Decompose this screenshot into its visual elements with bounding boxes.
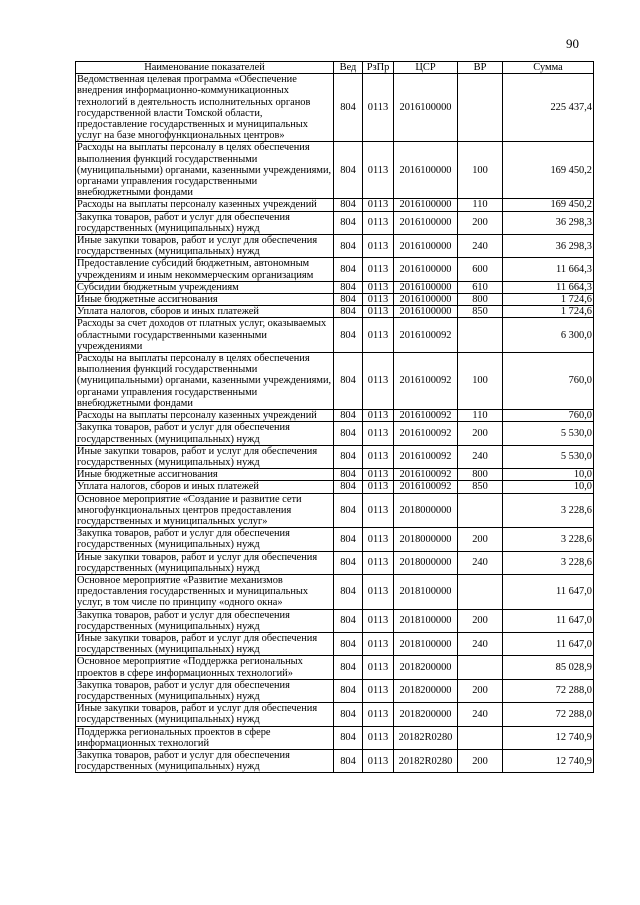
cell-ved: 804 [334,528,363,551]
cell-vr [458,74,503,142]
page-number: 90 [566,36,579,51]
cell-csr: 2018000000 [394,551,458,574]
cell-sum: 10,0 [503,469,594,481]
cell-name: Закупка товаров, работ и услуг для обеспечения государственных (муниципальных) нужд [76,679,334,702]
cell-name: Уплата налогов, сборов и иных платежей [76,481,334,493]
table-row [76,318,594,353]
cell-ved: 804 [334,258,363,281]
cell-name: Расходы на выплаты персоналу казенных учреждений [76,199,334,211]
cell-sum: 11 647,0 [503,574,594,609]
cell-ved: 804 [334,574,363,609]
cell-csr: 2018100000 [394,574,458,609]
table-row [76,469,594,481]
cell-ved: 804 [334,656,363,679]
cell-rzpr: 0113 [363,410,394,422]
cell-vr: 200 [458,211,503,234]
cell-ved: 804 [334,318,363,353]
cell-rzpr: 0113 [363,74,394,142]
cell-ved: 804 [334,445,363,468]
cell-vr: 240 [458,703,503,726]
cell-vr [458,493,503,528]
cell-sum: 3 228,6 [503,551,594,574]
table-row [76,211,594,234]
cell-name: Основное мероприятие «Создание и развитие сети многофункциональных центров предоставления государственных и муниципальных услуг» [76,493,334,528]
cell-rzpr: 0113 [363,294,394,306]
cell-vr: 100 [458,353,503,410]
cell-ved: 804 [334,493,363,528]
table-row [76,306,594,318]
cell-rzpr: 0113 [363,199,394,211]
cell-sum: 11 647,0 [503,609,594,632]
cell-ved: 804 [334,410,363,422]
cell-sum: 5 530,0 [503,445,594,468]
cell-csr: 2016100000 [394,281,458,293]
cell-name: Расходы на выплаты персоналу в целях обеспечения выполнения функций государственными (муниципальными) органами, казенными учреждениями, органами управления государственными внебюджетными фондами [76,142,334,199]
table-row [76,726,594,749]
table-row [76,703,594,726]
cell-name: Иные закупки товаров, работ и услуг для обеспечения государственных (муниципальных) нужд [76,235,334,258]
cell-vr: 100 [458,142,503,199]
cell-rzpr: 0113 [363,749,394,772]
cell-sum: 1 724,6 [503,294,594,306]
cell-rzpr: 0113 [363,726,394,749]
table-row [76,294,594,306]
cell-name: Основное мероприятие «Поддержка региональных проектов в сфере информационных технологий» [76,656,334,679]
cell-rzpr: 0113 [363,632,394,655]
table-header-row [76,62,594,74]
cell-vr: 240 [458,235,503,258]
cell-name: Иные закупки товаров, работ и услуг для обеспечения государственных (муниципальных) нужд [76,703,334,726]
cell-csr: 2016100092 [394,481,458,493]
cell-csr: 2018100000 [394,632,458,655]
cell-ved: 804 [334,551,363,574]
table-row [76,410,594,422]
cell-vr: 800 [458,294,503,306]
cell-name: Иные бюджетные ассигнования [76,469,334,481]
table-row [76,679,594,702]
cell-name: Закупка товаров, работ и услуг для обеспечения государственных (муниципальных) нужд [76,211,334,234]
cell-csr: 20182R0280 [394,726,458,749]
header-csr: ЦСР [394,62,458,74]
cell-name: Предоставление субсидий бюджетным, автономным учреждениям и иным некоммерческим организациям [76,258,334,281]
cell-ved: 804 [334,609,363,632]
cell-sum: 760,0 [503,410,594,422]
cell-csr: 2018200000 [394,703,458,726]
cell-sum: 12 740,9 [503,726,594,749]
cell-sum: 6 300,0 [503,318,594,353]
cell-sum: 3 228,6 [503,528,594,551]
cell-ved: 804 [334,469,363,481]
cell-rzpr: 0113 [363,679,394,702]
cell-vr: 240 [458,445,503,468]
cell-vr [458,318,503,353]
cell-name: Иные закупки товаров, работ и услуг для обеспечения государственных (муниципальных) нужд [76,551,334,574]
cell-vr: 110 [458,199,503,211]
cell-rzpr: 0113 [363,528,394,551]
cell-name: Расходы на выплаты персоналу казенных учреждений [76,410,334,422]
cell-vr [458,574,503,609]
cell-rzpr: 0113 [363,656,394,679]
cell-rzpr: 0113 [363,142,394,199]
cell-ved: 804 [334,294,363,306]
cell-csr: 2018100000 [394,609,458,632]
table-row [76,749,594,772]
cell-csr: 2016100092 [394,445,458,468]
cell-name: Уплата налогов, сборов и иных платежей [76,306,334,318]
cell-ved: 804 [334,726,363,749]
cell-vr: 200 [458,679,503,702]
cell-sum: 10,0 [503,481,594,493]
cell-rzpr: 0113 [363,258,394,281]
cell-name: Основное мероприятие «Развитие механизмов предоставления государственных и муниципальных услуг, в том числе по принципу «одного окна» [76,574,334,609]
cell-sum: 12 740,9 [503,749,594,772]
cell-csr: 2016100092 [394,318,458,353]
table-row [76,493,594,528]
cell-name: Иные закупки товаров, работ и услуг для обеспечения государственных (муниципальных) нужд [76,445,334,468]
cell-ved: 804 [334,749,363,772]
table-row [76,74,594,142]
table-row [76,445,594,468]
cell-rzpr: 0113 [363,609,394,632]
cell-csr: 20182R0280 [394,749,458,772]
cell-rzpr: 0113 [363,211,394,234]
cell-ved: 804 [334,306,363,318]
cell-ved: 804 [334,211,363,234]
cell-csr: 2016100000 [394,306,458,318]
cell-vr: 110 [458,410,503,422]
cell-sum: 760,0 [503,353,594,410]
cell-ved: 804 [334,353,363,410]
cell-rzpr: 0113 [363,422,394,445]
cell-ved: 804 [334,281,363,293]
cell-vr [458,656,503,679]
cell-csr: 2016100000 [394,211,458,234]
cell-vr: 200 [458,609,503,632]
cell-vr: 610 [458,281,503,293]
cell-ved: 804 [334,235,363,258]
cell-ved: 804 [334,703,363,726]
cell-vr [458,726,503,749]
table-row [76,199,594,211]
cell-rzpr: 0113 [363,481,394,493]
table-row [76,609,594,632]
cell-sum: 36 298,3 [503,235,594,258]
cell-csr: 2016100000 [394,258,458,281]
cell-name: Расходы за счет доходов от платных услуг, оказываемых областными государственными казенными учреждениями [76,318,334,353]
table-row [76,551,594,574]
table-row [76,528,594,551]
cell-ved: 804 [334,422,363,445]
cell-vr: 240 [458,551,503,574]
cell-csr: 2018200000 [394,656,458,679]
table-row [76,422,594,445]
cell-rzpr: 0113 [363,703,394,726]
cell-name: Расходы на выплаты персоналу в целях обеспечения выполнения функций государственными (муниципальными) органами, казенными учреждениями, органами управления государственными внебюджетными фондами [76,353,334,410]
cell-csr: 2016100000 [394,142,458,199]
cell-vr: 200 [458,528,503,551]
cell-ved: 804 [334,632,363,655]
cell-name: Закупка товаров, работ и услуг для обеспечения государственных (муниципальных) нужд [76,749,334,772]
cell-rzpr: 0113 [363,469,394,481]
cell-name: Иные закупки товаров, работ и услуг для обеспечения государственных (муниципальных) нужд [76,632,334,655]
cell-ved: 804 [334,199,363,211]
table-row [76,142,594,199]
cell-rzpr: 0113 [363,281,394,293]
table-row [76,281,594,293]
cell-ved: 804 [334,481,363,493]
cell-rzpr: 0113 [363,306,394,318]
cell-csr: 2018000000 [394,528,458,551]
cell-name: Поддержка региональных проектов в сфере информационных технологий [76,726,334,749]
cell-vr: 200 [458,749,503,772]
cell-vr: 800 [458,469,503,481]
cell-rzpr: 0113 [363,574,394,609]
cell-sum: 72 288,0 [503,679,594,702]
cell-name: Закупка товаров, работ и услуг для обеспечения государственных (муниципальных) нужд [76,528,334,551]
header-vr: ВР [458,62,503,74]
cell-vr: 850 [458,306,503,318]
table-row [76,481,594,493]
cell-sum: 72 288,0 [503,703,594,726]
cell-csr: 2016100092 [394,410,458,422]
cell-vr: 200 [458,422,503,445]
cell-sum: 169 450,2 [503,199,594,211]
cell-vr: 850 [458,481,503,493]
cell-sum: 3 228,6 [503,493,594,528]
cell-name: Субсидии бюджетным учреждениям [76,281,334,293]
table-row [76,235,594,258]
cell-ved: 804 [334,679,363,702]
cell-sum: 11 664,3 [503,258,594,281]
cell-vr: 600 [458,258,503,281]
cell-sum: 1 724,6 [503,306,594,318]
cell-csr: 2018200000 [394,679,458,702]
cell-sum: 11 647,0 [503,632,594,655]
cell-ved: 804 [334,74,363,142]
cell-csr: 2016100092 [394,353,458,410]
cell-rzpr: 0113 [363,235,394,258]
budget-table [75,61,594,773]
cell-sum: 85 028,9 [503,656,594,679]
cell-csr: 2016100000 [394,74,458,142]
cell-name: Закупка товаров, работ и услуг для обеспечения государственных (муниципальных) нужд [76,422,334,445]
cell-ved: 804 [334,142,363,199]
cell-rzpr: 0113 [363,551,394,574]
table-row [76,353,594,410]
header-rzpr: РзПр [363,62,394,74]
cell-name: Ведомственная целевая программа «Обеспечение внедрения информационно-коммуникационных технологий в деятельность исполнительных органов государственной власти Томской области, предоставление государственных и муниципальных услуг на базе многофункциональных центров» [76,74,334,142]
cell-sum: 36 298,3 [503,211,594,234]
header-sum: Сумма [503,62,594,74]
cell-csr: 2016100092 [394,469,458,481]
cell-name: Закупка товаров, работ и услуг для обеспечения государственных (муниципальных) нужд [76,609,334,632]
cell-vr: 240 [458,632,503,655]
cell-rzpr: 0113 [363,445,394,468]
header-ved: Вед [334,62,363,74]
table-row [76,632,594,655]
cell-csr: 2016100000 [394,235,458,258]
cell-name: Иные бюджетные ассигнования [76,294,334,306]
cell-sum: 225 437,4 [503,74,594,142]
cell-rzpr: 0113 [363,353,394,410]
table-row [76,258,594,281]
cell-sum: 11 664,3 [503,281,594,293]
cell-rzpr: 0113 [363,493,394,528]
table-row [76,574,594,609]
header-name: Наименование показателей [76,62,334,74]
table-body [76,74,594,773]
cell-csr: 2018000000 [394,493,458,528]
cell-sum: 169 450,2 [503,142,594,199]
table-row [76,656,594,679]
cell-sum: 5 530,0 [503,422,594,445]
cell-rzpr: 0113 [363,318,394,353]
cell-csr: 2016100000 [394,199,458,211]
cell-csr: 2016100092 [394,422,458,445]
cell-csr: 2016100000 [394,294,458,306]
